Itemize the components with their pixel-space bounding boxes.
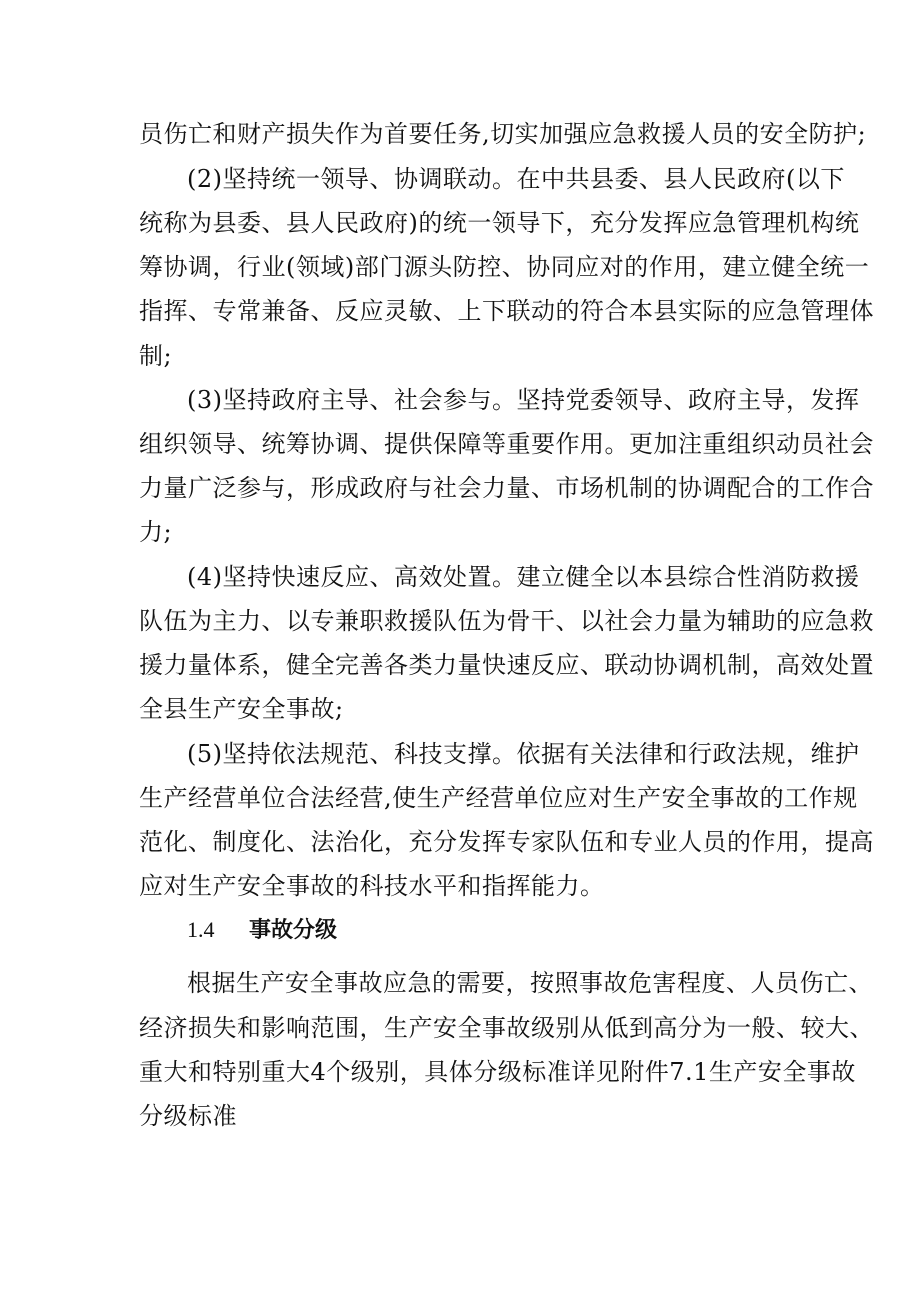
paragraph-line: 力; [139, 518, 173, 546]
paragraph-line: 员伤亡和财产损失作为首要任务,切实加强应急救援人员的安全防护; [139, 120, 867, 148]
paragraph-line: 重大和特别重大4个级别，具体分级标准详见附件7.1生产安全事故 [139, 1058, 856, 1086]
paragraph-line: 统称为县委、县人民政府)的统一领导下，充分发挥应急管理机构统 [139, 209, 860, 237]
paragraph-line: 筹协调，行业(领域)部门源头防控、协同应对的作用，建立健全统一 [139, 253, 870, 281]
paragraph-line: 力量广泛参与，形成政府与社会力量、市场机制的协调配合的工作合 [139, 474, 874, 502]
paragraph-line: 生产经营单位合法经营,使生产经营单位应对生产安全事故的工作规 [139, 784, 858, 812]
paragraph-line: 组织领导、统筹协调、提供保障等重要作用。更加注重组织动员社会 [139, 430, 874, 458]
paragraph-line: (4)坚持快速反应、高效处置。建立健全以本县综合性消防救援 [187, 563, 860, 591]
paragraph-line: 分级标准 [139, 1102, 237, 1130]
paragraph-line: 根据生产安全事故应急的需要，按照事故危害程度、人员伤亡、 [187, 969, 873, 997]
section-title: 事故分级 [249, 918, 338, 943]
paragraph-line: 经济损失和影响范围，生产安全事故级别从低到高分为一般、较大、 [139, 1014, 874, 1042]
section-number: 1.4 [187, 917, 215, 942]
paragraph-line: 指挥、专常兼备、反应灵敏、上下联动的符合本县实际的应急管理体 [139, 297, 874, 325]
section-heading [187, 914, 337, 947]
paragraph-line: 范化、制度化、法治化，充分发挥专家队伍和专业人员的作用，提高 [139, 828, 874, 856]
paragraph-line: 制; [139, 342, 173, 370]
paragraph-line: (5)坚持依法规范、科技支撑。依据有关法律和行政法规，维护 [187, 740, 860, 768]
paragraph-line: 队伍为主力、以专兼职救援队伍为骨干、以社会力量为辅助的应急救 [139, 607, 874, 635]
paragraph-line: 应对生产安全事故的科技水平和指挥能力。 [139, 872, 605, 900]
paragraph-line: (3)坚持政府主导、社会参与。坚持党委领导、政府主导，发挥 [187, 386, 860, 414]
paragraph-line: (2)坚持统一领导、协调联动。在中共县委、县人民政府(以下 [187, 165, 845, 193]
paragraph-line: 全县生产安全事故; [139, 695, 344, 723]
paragraph-line: 援力量体系，健全完善各类力量快速反应、联动协调机制，高效处置 [139, 651, 874, 679]
